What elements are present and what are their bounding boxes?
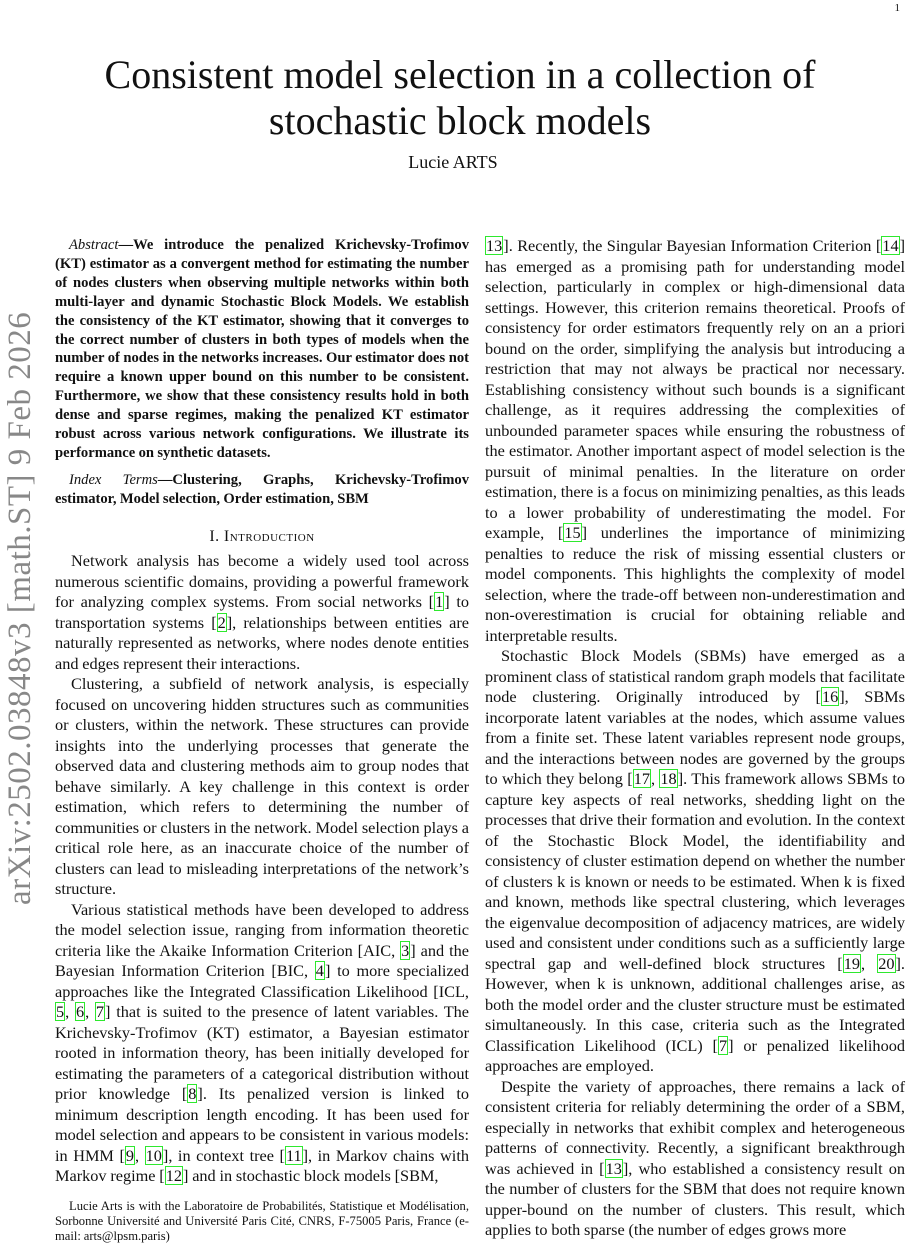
- citation-link[interactable]: 5: [56, 1002, 65, 1022]
- left-column: [55, 236, 469, 1244]
- abstract-label: Abstract: [69, 237, 119, 253]
- citation-link[interactable]: 20: [878, 953, 895, 973]
- citation-link[interactable]: 18: [660, 769, 677, 788]
- abstract-text: —We introduce the penalized Krichevsky-Trofimov (KT) estimator as a convergent method for estimating the number of nodes clusters when observing multiple networks within both multi-layer and dynamic Stochastic Block Models. We establish the consistency of the KT estimator, showing that it converges to the correct number of clusters in both types of models when the number of nodes in the networks increases. Our estimator does not require a known upper bound on this number to be consistent. Furthermore, we show that these consistency results hold in both dense and sparse regimes, making the penalized KT estimator robust across various network configurations. We illustrate its performance on synthetic datasets.: [55, 237, 469, 461]
- left-paragraphs: [55, 551, 469, 1187]
- author-affiliation-footnote: Lucie Arts is with the Laboratoire de Probabilités, Statistique et Modélisation, Sorbonne Université and Université Paris Cité, CNRS, F-75005 Paris, France (e-mail: arts@lpsm.paris): [55, 1198, 469, 1243]
- right-paragraphs: [485, 236, 905, 1241]
- paragraph: Despite the variety of approaches, there remains a lack of consistent criteria for reliably determining the order of a SBM, especially in networks that exhibit complex and heterogeneous patterns of connectivity. Recently, a significant breakthrough was achieved in [13], who established a consistency result on the number of clusters for the SBM that does not require known upper-bound on the number of clusters. This result, which applies to both sparse (the number of edges grows more: [485, 1076, 905, 1239]
- citation-link[interactable]: 7: [718, 1035, 728, 1055]
- citation-link[interactable]: 15: [564, 523, 581, 542]
- citation-link[interactable]: 6: [75, 1002, 85, 1022]
- arxiv-identifier-stamp[interactable]: arXiv:2502.03848v3 [math.ST] 9 Feb 2026: [2, 311, 38, 905]
- paragraph: Stochastic Block Models (SBMs) have emerged as a prominent class of statistical random graph models that facilitate node clustering. Originally introduced by [16], SBMs incorporate latent variables at the nodes, which assume values from a finite set. These latent variables represent node groups, and the interactions between nodes are governed by the groups to which they belong [17, 18]. This framework allows SBMs to capture key aspects of real networks, shedding light on the processes that drive their formation and evolution. In the context of the Stochastic Block Model, the identifiability and consistency of cluster estimation depend on whether the number of clusters k is known or needs to be estimated. When k is fixed and known, methods like spectral clustering, which leverages the eigenvalue decomposition of adjacency matrices, are widely used and consistent under conditions such as a sufficiently large spectral gap and well-defined block structures [19, 20]. However, when k is unknown, additional challenges arise, as both the model order and the cluster structure must be estimated simultaneously. In this case, criteria such as the Integrated Classification Likelihood (ICL) [7] or penalized likelihood approaches are employed.: [485, 646, 905, 1075]
- citation-link[interactable]: 7: [95, 1002, 105, 1022]
- citation-link[interactable]: 13: [605, 1158, 622, 1178]
- citation-link[interactable]: 13: [486, 236, 503, 255]
- index-terms-text: —Clustering, Graphs, Krichevsky-Trofimov estimator, Model selection, Order estimation, SBM: [55, 471, 469, 507]
- abstract: [55, 236, 469, 463]
- section-heading-introduction: I. Introduction: [209, 527, 315, 545]
- citation-link[interactable]: 2: [217, 612, 226, 632]
- citation-link[interactable]: 8: [188, 1084, 197, 1104]
- citation-link[interactable]: 19: [843, 953, 860, 973]
- index-terms-label: Index Terms: [69, 471, 158, 488]
- citation-link[interactable]: 10: [145, 1145, 162, 1165]
- index-terms: [55, 471, 469, 509]
- author-name: Lucie ARTS: [408, 152, 498, 172]
- paragraph: Clustering, a subfield of network analysis, is especially focused on uncovering hidden structures such as communities or clusters, within the network. These structures can provide insights into the underlying processes that generate the observed data and clustering methods aim to group nodes that behave similarly. A key challenge in this context is order estimation, which refers to determining the number of communities or clusters in the network. Model selection plays a critical role here, as an inaccurate choice of the number of clusters can lead to misleading interpretations of the network’s structure.: [55, 674, 469, 899]
- citation-link[interactable]: 9: [125, 1145, 135, 1165]
- paragraph: Network analysis has become a widely used tool across numerous scientific domains, providing a powerful framework for analyzing complex systems. From social networks [1] to transportation systems [2], relationships between entities are naturally represented as networks, where nodes denote entities and edges represent their interactions.: [55, 551, 469, 673]
- right-column: [485, 236, 905, 1241]
- citation-link[interactable]: 11: [285, 1145, 302, 1165]
- citation-link[interactable]: 12: [165, 1166, 182, 1186]
- citation-link[interactable]: 16: [821, 687, 839, 706]
- paper-title: Consistent model selection in a collection of stochastic block models: [104, 52, 816, 143]
- citation-link[interactable]: 14: [882, 236, 899, 255]
- page-number: 1: [894, 2, 900, 14]
- paragraph: Various statistical methods have been developed to address the model selection issue, ranging from information theoretic criteria like the Akaike Information Criterion [AIC, 3] and the Bayesian Information Criterion [BIC, 4] to more specialized approaches like the Integrated Classification Likelihood [ICL, 5, 6, 7] that is suited to the presence of latent variables. The Krichevsky-Trofimov (KT) estimator, a Bayesian estimator rooted in information theory, has been initially developed for estimating the parameters of a categorical distribution without prior knowledge [8]. Its penalized version is linked to minimum description length encoding. It has been used for model selection and appears to be consistent in various models: in HMM [9, 10], in context tree [11], in Markov chains with Markov regime [12] and in stochastic block models [SBM,: [55, 899, 470, 1186]
- citation-link[interactable]: 4: [315, 961, 324, 981]
- citation-link[interactable]: 17: [633, 769, 650, 788]
- citation-link[interactable]: 3: [401, 940, 410, 960]
- citation-link[interactable]: 1: [435, 592, 444, 612]
- paragraph: 13]. Recently, the Singular Bayesian Information Criterion [14] has emerged as a promising path for understanding model selection, particularly in complex or high-dimensional data settings. However, this criterion remains theoretical. Proofs of consistency for order estimators frequently rely on an a priori bound on the order, simplifying the analysis but introducing a restriction that may not always be practical nor necessary. Establishing consistency without such bounds is a significant challenge, as it requires addressing the complexities of unbounded parameter spaces while ensuring the robustness of the estimator. Another important aspect of model selection is the pursuit of minimal penalties. In the literature on order estimation, there is a focus on minimizing penalties, as this leads to a lower probability of underestimating the model. For example, [15] underlines the importance of minimizing penalties to reduce the risk of missing essential clusters or model components. This highlights the complexity of model selection, where the trade-off between non-underestimation and non-overestimation is crucial for obtaining reliable and interpretable results.: [485, 236, 905, 645]
